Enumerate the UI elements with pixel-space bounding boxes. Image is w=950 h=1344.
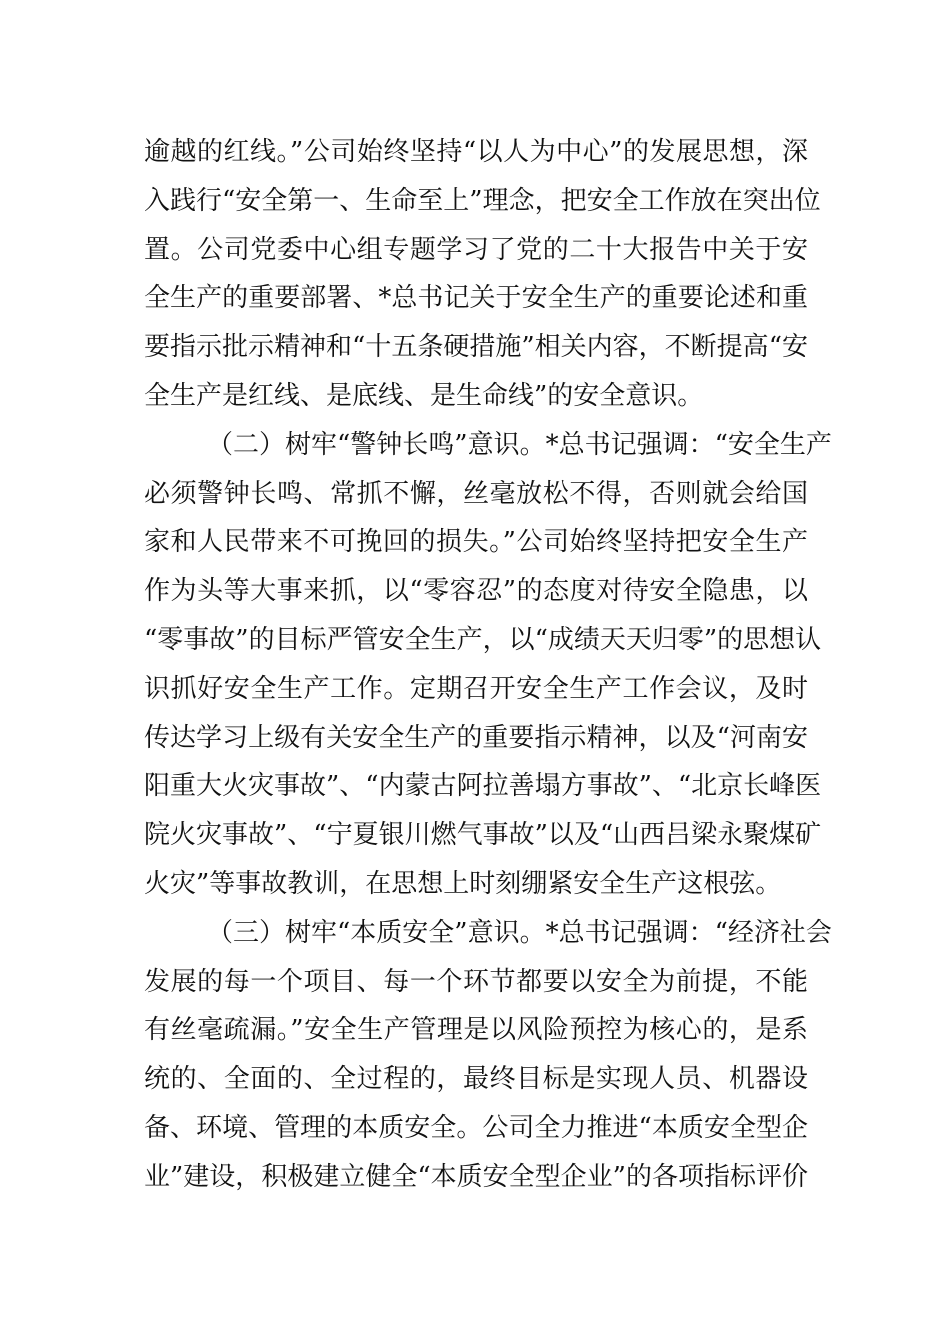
text-line: 识抓好安全生产工作。定期召开安全生产工作会议，及时 — [144, 673, 808, 704]
text-line: 有丝毫疏漏。”安全生产管理是以风险预控为核心的，是系 — [144, 1015, 808, 1046]
text-line: “零事故”的目标严管安全生产，以“成绩天天归零”的思想认 — [144, 624, 822, 655]
text-line: 统的、全面的、全过程的，最终目标是实现人员、机器设 — [144, 1064, 808, 1095]
text-line: 作为头等大事来抓，以“零容忍”的态度对待安全隐患，以 — [144, 576, 808, 607]
text-line: （二）树牢“警钟长鸣”意识。*总书记强调：“安全生产 — [207, 429, 832, 460]
text-line: 业”建设，积极建立健全“本质安全型企业”的各项指标评价 — [144, 1161, 808, 1192]
text-line: 家和人民带来不可挽回的损失。”公司始终坚持把安全生产 — [144, 527, 808, 558]
text-line: 逾越的红线。”公司始终坚持“以人为中心”的发展思想，深 — [144, 137, 808, 167]
text-line: 全生产的重要部署、*总书记关于安全生产的重要论述和重 — [144, 283, 808, 314]
text-line: 火灾”等事故教训，在思想上时刻绷紧安全生产这根弦。 — [144, 868, 782, 899]
body-text — [144, 128, 832, 1202]
text-line: 院火灾事故”、“宁夏银川燃气事故”以及“山西吕梁永聚煤矿 — [144, 820, 822, 851]
text-line: 阳重大火灾事故”、“内蒙古阿拉善塌方事故”、“北京长峰医 — [144, 771, 822, 802]
text-line: 入践行“安全第一、生命至上”理念，把安全工作放在突出位 — [144, 185, 821, 216]
text-line: 备、环境、管理的本质安全。公司全力推进“本质安全型企 — [144, 1112, 808, 1143]
text-line: 置。公司党委中心组专题学习了党的二十大报告中关于安 — [144, 234, 808, 265]
text-line: 全生产是红线、是底线、是生命线”的安全意识。 — [144, 380, 704, 411]
text-line: （三）树牢“本质安全”意识。*总书记强调：“经济社会 — [207, 917, 832, 948]
text-line: 必须警钟长鸣、常抓不懈，丝毫放松不得，否则就会给国 — [144, 478, 808, 509]
text-line: 发展的每一个项目、每一个环节都要以安全为前提，不能 — [144, 966, 808, 997]
text-line: 要指示批示精神和“十五条硬措施”相关内容，不断提高“安 — [144, 332, 808, 363]
text-line: 传达学习上级有关安全生产的重要指示精神，以及“河南安 — [144, 722, 808, 753]
